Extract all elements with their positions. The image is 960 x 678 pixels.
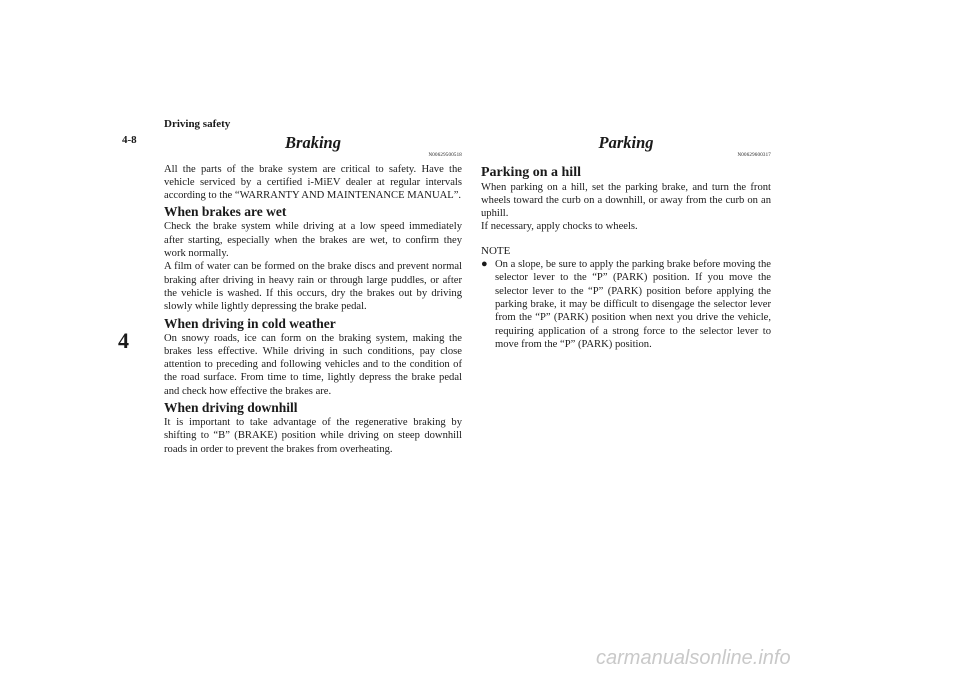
paragraph: When parking on a hill, set the parking brake, and turn the front wheels toward the curb on a downhill, or away from the curb on an uphill.	[481, 181, 771, 220]
watermark: carmanualsonline.info	[596, 647, 791, 669]
paragraph: A film of water can be formed on the brake discs and prevent normal braking after driving in heavy rain or through large puddles, or after the vehicle is washed. If this occurs, dry the brakes out by driving slowly while lightly depressing the brake pedal.	[164, 261, 462, 313]
left-column	[164, 133, 462, 456]
subheading-cold-weather: When driving in cold weather	[164, 315, 336, 331]
subheading-parking-hill: Parking on a hill	[481, 164, 581, 180]
section-title-braking: Braking	[285, 133, 341, 152]
braking-intro: All the parts of the brake system are critical to safety. Have the vehicle serviced by a certified i-MiEV dealer at regular intervals according to the “WARRANTY AND MAINTENANCE MANUAL”.	[164, 163, 462, 202]
paragraph: It is important to take advantage of the regenerative braking by shifting to “B” (BRAKE) position while driving on steep downhill roads in order to prevent the brakes from overheating.	[164, 417, 462, 455]
bullet-icon: ●	[481, 258, 488, 271]
note-text: On a slope, be sure to apply the parking brake before moving the selector lever to the “P” (PARK) position. If you move the selector lever to the “P” (PARK) position before applying the parking brake, it may be difficult to disengage the selector lever from the “P” (PARK) position when next you drive the vehicle, requiring application of a strong force to the selector lever to move from the “P” (PARK) position.	[495, 259, 771, 350]
chapter-tab: 4	[118, 328, 129, 353]
section-code: N00629500518	[428, 153, 462, 159]
running-header: Driving safety	[164, 118, 231, 130]
subheading-wet-brakes: When brakes are wet	[164, 204, 287, 220]
paragraph: If necessary, apply chocks to wheels.	[481, 221, 638, 233]
right-column	[481, 133, 771, 351]
paragraph: Check the brake system while driving at a low speed immediately after starting, especially when the brakes are wet, to confirm they work normally.	[164, 221, 462, 260]
note-label: NOTE	[481, 244, 511, 257]
page-number: 4-8	[122, 134, 137, 146]
section-title-parking: Parking	[598, 133, 654, 152]
note-item	[481, 258, 771, 351]
paragraph: On snowy roads, ice can form on the braking system, making the brakes less effective. While driving in such conditions, pay close attention to preceding and following vehicles and to the condition of the road surface. From time to time, lightly depress the brake pedal and check how effective the brakes are.	[164, 332, 462, 397]
section-code: N00629600317	[737, 153, 771, 159]
subheading-downhill: When driving downhill	[164, 400, 298, 416]
